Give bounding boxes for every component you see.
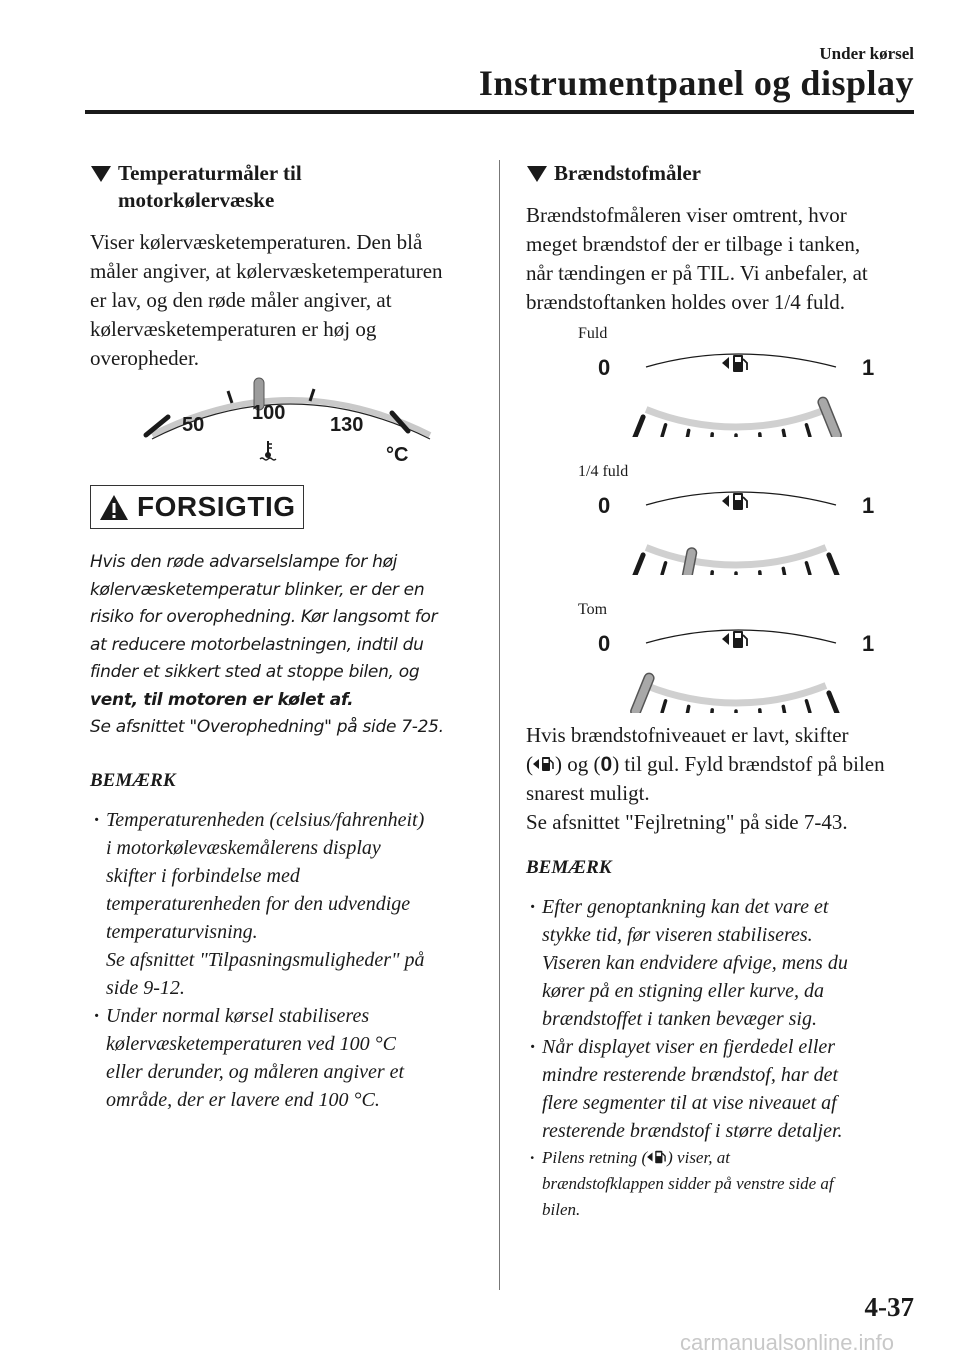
gauge-tick <box>686 706 688 713</box>
temp-intro <box>90 228 470 373</box>
note-line: kører på en stigning eller kurve, da <box>542 980 824 1002</box>
gauge-label-empty: 0 <box>598 355 611 380</box>
fuel-low-line: Se afsnittet "Fejlretning" på side 7-43. <box>526 810 848 834</box>
gauge-tick <box>760 710 761 713</box>
note-line: resterende brændstof i større detaljer. <box>542 1120 843 1142</box>
gauge-band <box>646 410 826 427</box>
text-fragment: Pilens retning ( <box>542 1148 648 1167</box>
caution-line: vent, til motoren er kølet af. <box>90 689 354 710</box>
fuel-pump-arrow-icon <box>533 754 555 774</box>
gauge-tick <box>711 572 712 575</box>
zero-label: 0 <box>600 753 613 776</box>
fuel-low-line: Hvis brændstofniveauet er lavt, skifter <box>526 723 849 747</box>
left-note-list <box>90 806 470 1114</box>
gauge-label-full: 1 <box>862 355 875 380</box>
caution-line: Se afsnittet "Overophedning" på side 7-25. <box>90 717 444 737</box>
header-section: Under kørsel <box>819 44 914 63</box>
fuel-low-line: snarest muligt. <box>526 781 650 805</box>
temp-intro-line: overopheder. <box>90 346 200 370</box>
temp-label-high: 130 <box>330 414 364 436</box>
fuel-intro-line: brændstoftanken holdes over 1/4 fuld. <box>526 290 846 314</box>
temp-intro-line: måler angiver, at kølervæsketemperaturen <box>90 259 443 283</box>
left-note-title: BEMÆRK <box>90 769 176 791</box>
note-line: · Efter genoptankning kan det vare et <box>542 896 829 918</box>
temp-heading-line2: motorkølervæske <box>118 188 275 212</box>
text-fragment: ( <box>526 752 533 776</box>
gauge-band <box>646 548 826 565</box>
fuel-gauge-quarter <box>586 485 886 575</box>
gauge-label-full: 1 <box>862 493 875 518</box>
fuel-pump-arrow-icon <box>722 631 747 648</box>
right-note-item <box>526 1145 921 1223</box>
note-line: · Under normal kørsel stabiliseres <box>106 1004 370 1027</box>
caution-box <box>90 485 304 529</box>
watermark: carmanualsonline.info <box>680 1330 895 1355</box>
header-title: Instrumentpanel og display <box>478 63 914 103</box>
fuel-heading-text: Brændstofmåler <box>554 161 701 185</box>
caution-text <box>90 549 470 742</box>
gauge-label-full: 1 <box>862 631 875 656</box>
fuel-intro-line: Brændstofmåleren viser omtrent, hvor <box>526 203 847 227</box>
gauge-caption-full: Fuld <box>578 325 608 342</box>
gauge-tick <box>829 555 839 575</box>
text-fragment: ) viser, at <box>667 1148 730 1167</box>
fuel-heading <box>526 160 921 187</box>
note-line: temperaturvisning. <box>106 920 258 943</box>
fuel-gauge-empty <box>586 623 886 713</box>
temp-intro-line: Viser kølervæsketemperaturen. Den blå <box>90 230 423 254</box>
note-line: eller derunder, og måleren angiver et <box>106 1060 405 1083</box>
fuel-pump-arrow-icon <box>722 493 747 510</box>
gauge-band <box>646 686 826 703</box>
triangle-bullet-icon <box>526 166 548 182</box>
right-note-list <box>526 893 921 1223</box>
gauge-label-empty: 0 <box>598 631 611 656</box>
right-note-title: BEMÆRK <box>526 857 612 878</box>
right-note-item <box>526 1033 921 1145</box>
fuel-gauge-full <box>586 347 886 437</box>
note-line: brændstofklappen sidder på venstre side af <box>542 1174 834 1193</box>
gauge-tick <box>662 701 665 713</box>
temp-label-low: 50 <box>182 414 205 436</box>
gauge-tick <box>633 417 643 437</box>
fuel-intro <box>526 201 921 317</box>
left-column <box>90 160 470 1114</box>
coolant-thermometer-icon <box>260 441 276 460</box>
caution-line: finder et sikkert sted at stoppe bilen, og <box>90 662 420 682</box>
note-line: temperaturenheden for den udvendige <box>106 892 411 915</box>
temp-intro-line: er lav, og den røde måler angiver, at <box>90 288 392 312</box>
temp-unit: °C <box>386 444 409 465</box>
triangle-bullet-icon <box>90 166 112 182</box>
gauge-tick <box>783 568 785 575</box>
gauge-tick <box>662 563 665 575</box>
gauge-tick <box>711 434 712 437</box>
caution-line: kølervæsketemperatur blinker, er der en <box>90 579 425 600</box>
gauge-tick <box>783 706 785 713</box>
note-line: mindre resterende brændstof, har det <box>542 1064 839 1086</box>
gauge-tick <box>783 430 785 437</box>
gauge-tick <box>806 563 809 575</box>
gauge-tick <box>760 434 761 437</box>
note-line: Se afsnittet "Tilpasningsmuligheder" på <box>106 948 425 971</box>
right-column <box>526 160 921 1223</box>
fuel-low-line <box>526 750 921 779</box>
gauge-tick <box>806 425 809 437</box>
text-fragment: ) og ( <box>555 752 601 776</box>
fuel-pump-arrow-icon <box>647 1148 667 1166</box>
gauge-tick <box>760 572 761 575</box>
caution-line: Hvis den røde advarselslampe for høj <box>90 552 398 572</box>
gauge-tick <box>633 555 643 575</box>
note-line: område, der er lavere end 100 °C. <box>106 1088 380 1111</box>
column-divider <box>499 160 500 1290</box>
note-line: · Når displayet viser en fjerdedel eller <box>542 1036 836 1058</box>
left-note-item <box>90 1002 470 1114</box>
page-number: 4-37 <box>864 1292 914 1322</box>
temp-label-mid: 100 <box>252 402 286 424</box>
fuel-pump-arrow-icon <box>722 355 747 372</box>
gauge-tick <box>806 701 809 713</box>
temp-intro-line: kølervæsketemperaturen er høj og <box>90 317 377 341</box>
gauge-tick <box>662 425 665 437</box>
note-line: · Temperaturenheden (celsius/fahrenheit) <box>106 808 425 831</box>
note-line: flere segmenter til at vise niveauet af <box>542 1092 837 1114</box>
temp-heading-line1: Temperaturmåler til <box>118 161 302 185</box>
coolant-temp-gauge <box>140 375 440 465</box>
gauge-tick <box>686 430 688 437</box>
note-line: bilen. <box>542 1200 581 1219</box>
note-line: side 9-12. <box>106 976 185 999</box>
temp-heading <box>90 160 470 214</box>
note-line: i motorkølevæskemålerens display <box>106 836 381 859</box>
gauge-label-empty: 0 <box>598 493 611 518</box>
header-rule <box>85 110 914 114</box>
note-line: Viseren kan endvidere afvige, mens du <box>542 952 848 974</box>
fuel-low-text <box>526 721 921 837</box>
note-line: kølervæsketemperaturen ved 100 °C <box>106 1032 396 1055</box>
fuel-intro-line: meget brændstof der er tilbage i tanken, <box>526 232 861 256</box>
note-line <box>542 1145 921 1171</box>
gauge-tick <box>829 693 839 713</box>
warning-triangle-icon <box>99 494 129 521</box>
text-fragment: ) til gul. Fyld brændstof på bilen <box>612 752 885 776</box>
caution-label: FORSIGTIG <box>137 491 296 522</box>
caution-line: at reducere motorbelastningen, indtil du <box>90 634 424 655</box>
gauge-caption-quarter: 1/4 fuld <box>578 463 629 480</box>
note-line: stykke tid, før viseren stabiliseres. <box>542 924 813 946</box>
gauge-tick <box>711 710 712 713</box>
caution-line: risiko for overophedning. Kør langsomt for <box>90 607 438 627</box>
note-line: skifter i forbindelse med <box>106 864 300 887</box>
note-line: brændstoffet i tanken bevæger sig. <box>542 1008 817 1030</box>
right-note-item <box>526 893 921 1033</box>
fuel-intro-line: når tændingen er på TIL. Vi anbefaler, at <box>526 261 868 285</box>
gauge-caption-empty: Tom <box>578 601 608 618</box>
left-note-item <box>90 806 470 1002</box>
